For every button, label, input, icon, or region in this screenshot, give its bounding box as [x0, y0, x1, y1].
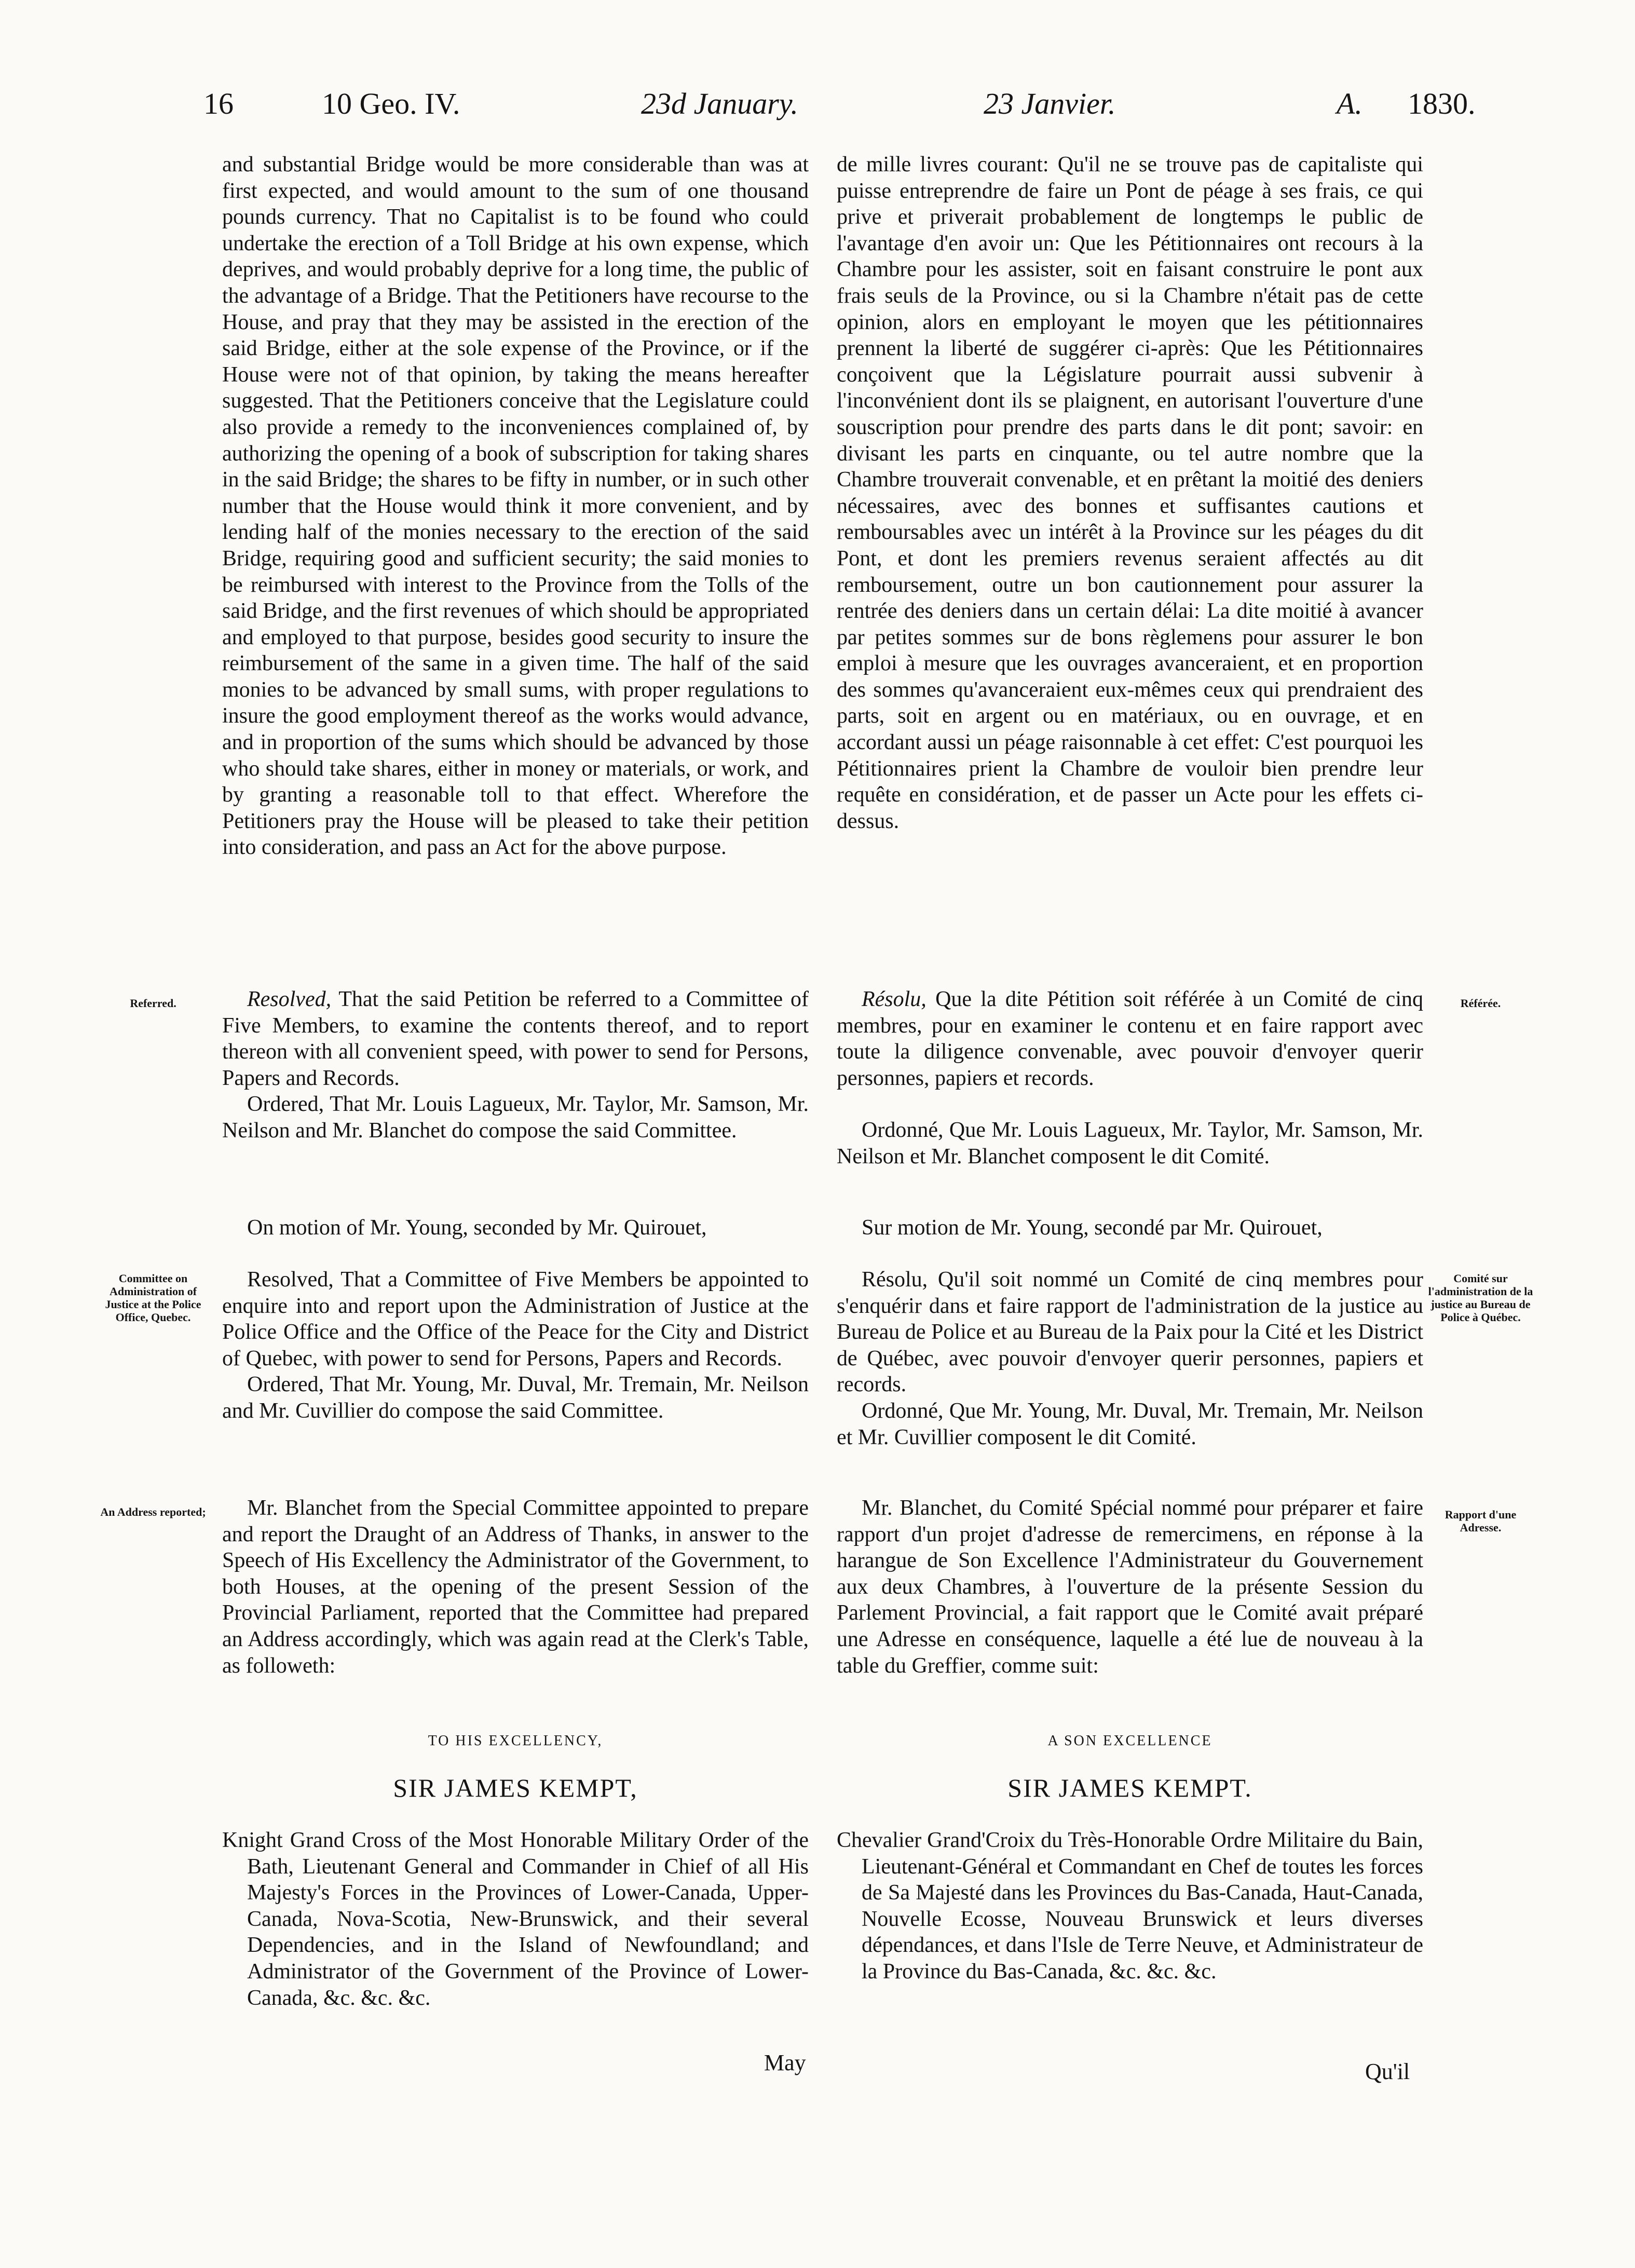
catchword-french: Qu'il — [1365, 2059, 1410, 2084]
ordered-english: Ordered, That Mr. Louis Lagueux, Mr. Taylor, Mr. Samson, Mr. Neilson and Mr. Blanchet do compose the said Committee. — [222, 1092, 809, 1143]
ordered-french: Ordonné, Que Mr. Louis Lagueux, Mr. Taylor, Mr. Samson, Mr. Neilson et Mr. Blanchet composent le dit Comité. — [837, 1118, 1423, 1169]
titles-paragraph-french: Chevalier Grand'Croix du Très-Honorable Ordre Militaire du Bain, Lieutenant-Général et Commandant en Chef de toutes les forces de Sa Majesté dans les Provinces du Bas-Canada, Haut-Canada, Nouvelle Ecosse, Nouveau Brunswick et leurs diverses dépendances, et dans l'Isle de Terre Neuve, et Administrateur de la Province du Bas-Canada, &c. &c. &c. — [837, 1828, 1423, 1984]
police-motion-english — [222, 1215, 809, 1241]
petition-paragraph-english: and substantial Bridge would be more considerable than was at first expected, and would amount to the sum of one thousand pounds currency. That no Capitalist is to be found who could undertake the erection of a Toll Bridge at his own expense, which deprives, and would probably deprive for a long time, the public of the advantage of a Bridge. That the Petitioners have recourse to the House, and pray that they may be assisted in the erection of the said Bridge, either at the sole expense of the Province, or if the House were not of that opinion, by taking the means hereafter suggested. That the Petitioners conceive that the Legislature could also provide a remedy to the inconveniences complained of, by authorizing the opening of a book of subscription for taking shares in the said Bridge; the shares to be fifty in number, or in such other number that the House would think it more convenient, and by lending half of the monies necessary to the erection of the said Bridge, requiring good and sufficient security; the said monies to be reimbursed with interest to the Province from the Tolls of the said Bridge, and the first revenues of which should be appropriated and employed to that purpose, besides good security to insure the reimbursement of the same in a given time. The half of the said monies to be advanced by small sums, with proper regulations to insure the good employment thereof as the works would advance, and in proportion of the sums which should be advanced by those who should take shares, either in money or materials, or work, and by granting a reasonable toll to that effect. Wherefore the Petitioners pray the House will be pleased to take their petition into consideration, and pass an Act for the above purpose. — [222, 153, 809, 860]
resolved-lead-english: Resolved, — [247, 987, 332, 1011]
referred-block-french — [837, 986, 1423, 1170]
addressee-name-french: SIR JAMES KEMPT. — [1007, 1773, 1252, 1802]
addressee-name-english: SIR JAMES KEMPT, — [393, 1773, 638, 1802]
margin-note-address: An Address reported; — [100, 1505, 206, 1518]
police-resolved-french: Résolu, Qu'il soit nommé un Comité de cinq membres pour s'enquérir dans et faire rapport de l'administration de la justice au Bureau de Police et au Bureau de la Paix pour la Cité et les District de Québec, avec pouvoir d'envoyer querir personnes, papiers et records. — [837, 1268, 1423, 1397]
titles-english — [222, 1827, 809, 2011]
motion-french: Sur motion de Mr. Young, secondé par Mr. Quirouet, — [862, 1216, 1323, 1240]
police-ordered-english: Ordered, That Mr. Young, Mr. Duval, Mr. Tremain, Mr. Neilson and Mr. Cuvillier do compose the said Committee. — [222, 1373, 809, 1423]
report-french: Mr. Blanchet, du Comité Spécial nommé pour préparer et faire rapport d'un projet d'adresse de remercimens, en réponse à la harangue de Son Excellence l'Administrateur du Gouvernement aux deux Chambres, à l'ouverture de la présente Session du Parlement Provincial, a fait rapport que le Comité avait préparé une Adresse en conséquence, laquelle a été lue de nouveau à la table du Greffier, comme suit: — [837, 1496, 1423, 1678]
petition-paragraph-french: de mille livres courant: Qu'il ne se trouve pas de capitaliste qui puisse entreprendre de faire un Pont de péage à ses frais, ce qui prive et priverait probablement de longtemps le public de l'avantage d'en avoir un: Que les Pétitionnaires ont recours à la Chambre pour les assister, soit en faisant construire le pont aux frais seuls de la Province, ou si la Chambre n'était pas de cette opinion, alors en employant le moyen que les pétitionnaires prennent la liberté de suggérer ci-après: Que les Pétitionnaires conçoivent que la Législature pourrait aussi subvenir à l'inconvénient dont ils se plaignent, en autorisant l'ouverture d'une souscription pour prendre des parts dans le dit pont; savoir: en divisant les parts en cinquante, ou tel autre nombre que la Chambre trouverait convenable, et en prêtant la moitié des deniers nécessaires, avec des bonnes et suffisantes cautions et remboursables avec un intérêt à la Province sur les péages du dit Pont, et dont les premiers revenus seraient affectés au dit remboursement, outre un bon cautionnement pour assurer la rentrée des deniers dans un certain délai: La dite moitié à avancer par petites sommes sur de bons règlemens pour assurer le bon emploi à mesure que les ouvrages avanceraient, et en proportion des sommes qu'avanceraient eux-mêmes ceux qui prendraient des parts, soit en argent ou en matériaux, ou en ouvrage, et en accordant aussi un péage raisonnable à cet effet: C'est pourquoi les Pétitionnaires prient la Chambre de vouloir bien prendre leur requête en considération, et de passer un Acte pour les effets ci-dessus. — [837, 153, 1423, 833]
address-report-french — [837, 1495, 1423, 1679]
referred-block-english — [222, 986, 809, 1144]
petition-text-french — [837, 152, 1423, 834]
motion-english: On motion of Mr. Young, seconded by Mr. Quirouet, — [247, 1216, 707, 1240]
police-resolved-english: Resolved, That a Committee of Five Members be appointed to enquire into and report upon the Administration of Justice at the Police Office and the Office of the Peace for the City and District of Quebec, with power to send for Persons, Papers and Records. — [222, 1268, 809, 1370]
resolved-lead-french: Résolu, — [862, 987, 927, 1011]
police-motion-french — [837, 1215, 1423, 1241]
margin-note-referred: Referred. — [130, 997, 176, 1010]
resolved-french — [837, 986, 1423, 1091]
regnal-year: 10 Geo. IV. — [322, 87, 460, 120]
resolved-body-english: That the said Petition be referred to a Committee of Five Members, to examine the contents thereof, and to report thereon with all convenient speed, with power to send for Persons, Papers and Records. — [222, 987, 809, 1090]
catchword-english: May — [764, 2050, 806, 2075]
report-english: Mr. Blanchet from the Special Committee appointed to prepare and report the Draught of an Address of Thanks, in answer to the Speech of His Excellency the Administrator of the Government, to both Houses, at the opening of the present Session of the Provincial Parliament, reported that the Committee had prepared an Address accordingly, which was again read at the Clerk's Table, as followeth: — [222, 1496, 809, 1678]
date-french: 23 Janvier. — [984, 87, 1116, 120]
margin-note-adresse: Rapport d'une Adresse. — [1445, 1508, 1517, 1534]
police-ordered-french: Ordonné, Que Mr. Young, Mr. Duval, Mr. Tremain, Mr. Neilson et Mr. Cuvillier composent le dit Comité. — [837, 1398, 1423, 1449]
margin-note-referee: Référée. — [1460, 997, 1501, 1010]
date-english: 23d January. — [641, 87, 798, 120]
titles-french — [837, 1827, 1423, 1985]
page-year: 1830. — [1408, 87, 1476, 120]
police-block-french — [837, 1267, 1423, 1450]
page-number: 16 — [203, 87, 234, 120]
address-report-english — [222, 1495, 809, 1679]
address-to-french: A SON EXCELLENCE — [1047, 1733, 1212, 1749]
titles-paragraph-english: Knight Grand Cross of the Most Honorable Military Order of the Bath, Lieutenant General and Commander in Chief of all His Majesty's Forces in the Provinces of Lower-Canada, Upper-Canada, Nova-Scotia, New-Brunswick, and their several Dependencies, and in the Island of Newfoundland; and Administrator of the Government of the Province of Lower-Canada, &c. &c. &c. — [222, 1828, 809, 2010]
petition-text-english — [222, 152, 809, 861]
series-letter: A. — [1337, 87, 1363, 120]
address-to-english: TO HIS EXCELLENCY, — [428, 1733, 603, 1749]
resolved-english — [222, 986, 809, 1091]
police-block-english — [222, 1267, 809, 1424]
margin-note-comite-police: Comité sur l'administration de la justice au Bureau de Police à Québec. — [1428, 1272, 1533, 1324]
resolved-body-french: Que la dite Pétition soit référée à un Comité de cinq membres, pour en examiner le contenu et en faire rapport avec toute la diligence convenable, avec pouvoir d'envoyer querir personnes, papiers et records. — [837, 987, 1423, 1090]
margin-note-police-committee: Committee on Administration of Justice at the Police Office, Quebec. — [105, 1272, 201, 1324]
